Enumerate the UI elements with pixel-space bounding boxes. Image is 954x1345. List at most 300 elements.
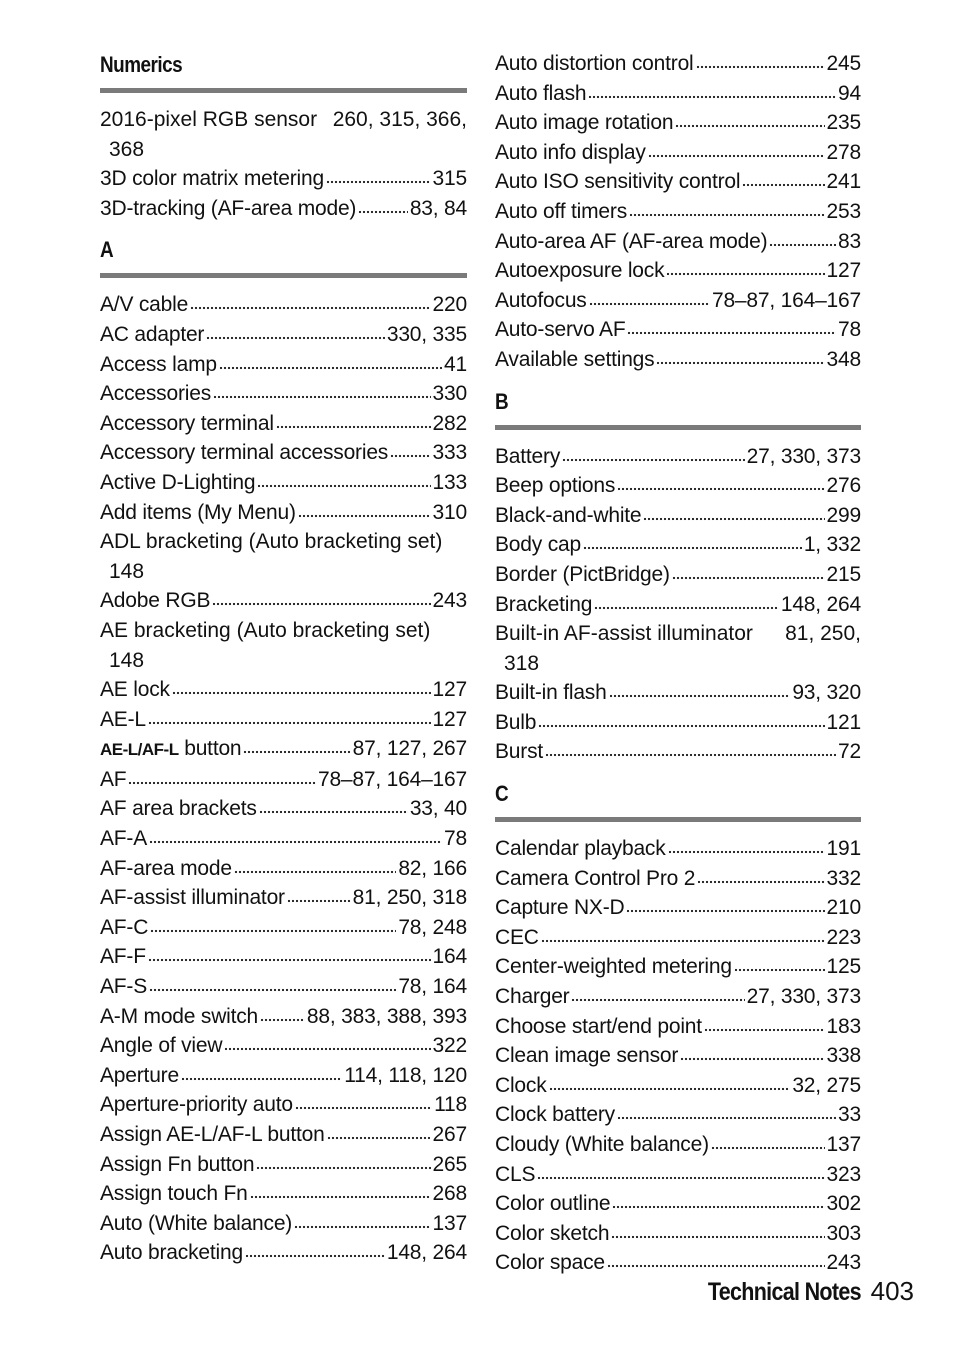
index-entry (495, 708, 861, 738)
index-entry (100, 164, 467, 194)
index-entry (100, 1238, 467, 1268)
index-term-text: 2016-pixel RGB sensor (100, 108, 318, 131)
index-term-text: Clock (495, 1073, 547, 1097)
index-term (100, 1209, 292, 1239)
index-term-text: AC adapter (100, 322, 205, 346)
index-pages: 78 (838, 318, 861, 342)
index-term-text: Charger (495, 985, 570, 1009)
index-term-text: AF-assist illuminator (100, 886, 285, 910)
dot-leader (128, 767, 316, 785)
index-term-text: Auto-area AF (AF-area mode) (495, 229, 768, 253)
index-entry (495, 1041, 861, 1071)
dot-leader (611, 1221, 824, 1239)
dot-leader (295, 1092, 432, 1110)
index-term (495, 1130, 709, 1160)
dot-leader (668, 836, 825, 854)
index-entry (100, 586, 467, 616)
dot-leader (609, 680, 791, 698)
index-pages: 253 (826, 199, 861, 223)
index-term-text: A/V cable (100, 293, 189, 317)
dot-leader (260, 1004, 305, 1022)
section-gap (495, 375, 861, 385)
index-term (495, 345, 654, 375)
index-term (495, 256, 664, 286)
index-pages: 118 (434, 1093, 467, 1117)
index-pages: 114, 118, 120 (344, 1063, 467, 1087)
index-term-text: Color sketch (495, 1221, 610, 1245)
dot-leader (549, 1073, 791, 1091)
index-entry (495, 737, 861, 767)
index-term-text: ADL bracketing (Auto bracketing set) (100, 530, 443, 554)
dot-leader (327, 1122, 431, 1140)
index-pages: 133 (432, 470, 467, 494)
index-term (100, 1179, 248, 1209)
index-pages: 1, 332 (803, 533, 861, 557)
index-pages: 87, 127, 267 (352, 737, 467, 761)
dot-leader (219, 352, 442, 370)
index-term (495, 286, 587, 316)
index-term-text: A-M mode switch (100, 1004, 259, 1028)
index-entry (495, 108, 861, 138)
index-pages: 338 (826, 1044, 861, 1068)
index-term-text: Auto off timers (495, 199, 628, 223)
index-pages: 348 (826, 347, 861, 371)
index-pages: 137 (432, 1211, 467, 1235)
index-entry (100, 1179, 467, 1209)
index-pages: 125 (826, 955, 861, 979)
index-term-text: Available settings (495, 347, 655, 371)
index-entry (100, 194, 467, 224)
index-entry (100, 527, 467, 586)
dot-leader (537, 1162, 824, 1180)
index-term (495, 560, 670, 590)
footer-section-title: Technical Notes (707, 1278, 861, 1306)
dot-leader (562, 444, 744, 462)
dot-leader (390, 440, 430, 458)
index-term-text: 3D-tracking (AF-area mode) (100, 196, 357, 220)
index-pages: 81, 250, 318 (352, 886, 467, 910)
index-pages: 83 (838, 229, 861, 253)
index-term-text: Calendar playback (495, 837, 666, 861)
index-pages: 322 (432, 1034, 467, 1058)
index-term-text: Beep options (495, 474, 616, 498)
index-entry (495, 315, 861, 345)
index-term-text: Built-in flash (495, 681, 607, 705)
section-heading-c: C (495, 781, 509, 807)
index-term-text: Angle of view (100, 1034, 223, 1058)
index-term (100, 1061, 179, 1091)
dot-leader (680, 1043, 824, 1061)
index-term (100, 290, 188, 320)
index-term-text: Accessory terminal accessories (100, 441, 389, 465)
index-term (100, 824, 147, 854)
dot-leader (206, 322, 385, 340)
index-pages: 210 (826, 896, 861, 920)
index-term (495, 138, 646, 168)
index-term (495, 619, 753, 649)
dot-leader (358, 196, 408, 214)
index-term (100, 1002, 258, 1032)
index-term (100, 705, 146, 735)
index-term-text: Burst (495, 740, 544, 764)
dot-leader (672, 562, 825, 580)
index-entry (495, 1219, 861, 1249)
index-term-text: Add items (My Menu) (100, 500, 296, 524)
index-term-text: Auto info display (495, 140, 646, 164)
index-pages: 148, 264 (780, 592, 861, 616)
dot-leader (617, 1102, 836, 1120)
index-pages: 215 (826, 562, 861, 586)
index-entry (100, 883, 467, 913)
index-term (100, 734, 241, 765)
index-term-text: Body cap (495, 533, 581, 557)
index-term (495, 315, 625, 345)
dot-leader (696, 51, 825, 69)
index-term (100, 468, 255, 498)
section-heading-a: A (100, 237, 114, 263)
index-entry (495, 1100, 861, 1130)
index-entry (100, 320, 467, 350)
index-entry (495, 49, 861, 79)
index-pages: 127 (432, 678, 467, 702)
index-entry (495, 952, 861, 982)
dot-leader (538, 710, 824, 728)
index-pages: 27, 330, 373 (746, 985, 861, 1009)
index-term (100, 1120, 325, 1150)
index-pages: 72 (838, 740, 861, 764)
index-term-text: AF-A (100, 827, 148, 851)
dot-leader (541, 925, 825, 943)
index-term (495, 1248, 605, 1278)
section-rule (100, 88, 467, 93)
index-entry (495, 619, 861, 678)
index-entry (100, 1090, 467, 1120)
dot-leader (626, 895, 824, 913)
index-entry (495, 138, 861, 168)
index-term (495, 952, 732, 982)
index-pages: 323 (826, 1162, 861, 1186)
index-term-text: Accessories (100, 382, 212, 406)
dot-leader (287, 885, 351, 903)
index-pages: 303 (826, 1221, 861, 1245)
dot-leader (734, 954, 825, 972)
index-entry (100, 824, 467, 854)
index-term-text: Capture NX-D (495, 896, 625, 920)
index-pages-continued: 318 (504, 651, 540, 675)
dot-leader (224, 1033, 430, 1051)
dot-leader (150, 915, 396, 933)
dot-leader (190, 292, 430, 310)
index-pages: 127 (432, 707, 467, 731)
index-entry-line (495, 619, 861, 649)
index-entry-line (100, 616, 467, 646)
index-entry (495, 471, 861, 501)
index-term-text: Clock battery (495, 1103, 615, 1127)
index-term (100, 675, 170, 705)
index-term (100, 438, 388, 468)
index-pages: 148, 264 (386, 1241, 467, 1265)
dot-leader (545, 739, 836, 757)
index-term (100, 527, 442, 557)
dot-leader (256, 1152, 430, 1170)
index-term-text: Auto flash (495, 81, 587, 105)
entries-c (495, 834, 861, 1278)
index-term-text: AF-C (100, 915, 149, 939)
index-term (100, 320, 204, 350)
index-term-text: Clean image sensor (495, 1044, 679, 1068)
index-term-text: Auto-servo AF (495, 318, 626, 342)
index-term-text: Bracketing (495, 592, 593, 616)
index-entry (100, 468, 467, 498)
index-entry (100, 1209, 467, 1239)
index-entry (100, 409, 467, 439)
index-term-text: CLS (495, 1162, 536, 1186)
index-pages: 276 (826, 474, 861, 498)
index-term-text: AE lock (100, 678, 170, 702)
index-term-text: Adobe RGB (100, 589, 211, 613)
index-pages: 83, 84 (409, 196, 467, 220)
index-term (495, 442, 560, 472)
index-entry (495, 79, 861, 109)
index-entry (100, 794, 467, 824)
dot-leader (257, 470, 430, 488)
index-term-text: AF-S (100, 975, 148, 999)
index-pages: 223 (826, 925, 861, 949)
index-term (495, 227, 767, 257)
index-entry (495, 678, 861, 708)
index-pages: 93, 320 (792, 681, 861, 705)
index-pages: 127 (826, 259, 861, 283)
index-term (100, 1090, 293, 1120)
index-term (495, 834, 666, 864)
index-entry (495, 197, 861, 227)
index-term (100, 794, 257, 824)
index-term (495, 49, 694, 79)
index-entry (100, 854, 467, 884)
index-entry (100, 972, 467, 1002)
index-term (495, 893, 624, 923)
dot-leader (594, 592, 779, 610)
dot-leader (571, 984, 744, 1002)
index-term (495, 1071, 547, 1101)
index-term (495, 708, 536, 738)
index-entry (495, 530, 861, 560)
index-pages-continued: 148 (109, 648, 145, 672)
dot-leader (627, 317, 836, 335)
dot-leader (245, 1240, 385, 1258)
entries-a-continued (495, 49, 861, 375)
right-column (495, 48, 861, 1278)
index-entry (100, 765, 467, 795)
index-entry (495, 227, 861, 257)
index-term-text: Assign Fn button (100, 1152, 255, 1176)
dot-leader (656, 347, 824, 365)
section-rule (100, 273, 467, 278)
page-footer (683, 1276, 914, 1307)
index-entry (100, 105, 467, 164)
index-term-text: Center-weighted metering (495, 955, 732, 979)
index-entry (100, 675, 467, 705)
dot-leader (276, 411, 431, 429)
index-term-text: Aperture (100, 1063, 179, 1087)
index-pages: 260, 315, 366, (332, 108, 467, 131)
index-pages: 330, 335 (386, 322, 467, 346)
index-term-text: Accessory terminal (100, 411, 274, 435)
index-entry (100, 616, 467, 675)
index-term-text: AF-F (100, 945, 146, 969)
dot-leader (675, 110, 824, 128)
index-term (495, 108, 673, 138)
index-term-keyword: AE-L/AF-L (100, 740, 179, 760)
index-term (100, 1238, 243, 1268)
index-entry (495, 1248, 861, 1278)
dot-leader (149, 974, 396, 992)
dot-leader (213, 381, 431, 399)
dot-leader (742, 169, 824, 187)
index-pages: 245 (826, 52, 861, 75)
index-term-text: Bulb (495, 710, 537, 734)
dot-leader (704, 1014, 825, 1032)
index-pages: 243 (826, 1251, 861, 1275)
dot-leader (172, 677, 431, 695)
index-term (100, 379, 211, 409)
dot-leader (294, 1211, 430, 1229)
dot-leader (588, 81, 836, 99)
section-gap (495, 767, 861, 777)
index-entry (100, 438, 467, 468)
index-term (100, 498, 296, 528)
dot-leader (769, 229, 836, 247)
index-entry (495, 501, 861, 531)
index-term (495, 982, 569, 1012)
index-term (100, 194, 356, 224)
index-entry (495, 560, 861, 590)
index-term (495, 1100, 615, 1130)
index-term (495, 923, 539, 953)
index-pages: 243 (432, 589, 467, 613)
index-entry (100, 913, 467, 943)
entries-a (100, 290, 467, 1268)
index-entry (495, 167, 861, 197)
index-term-text: Battery (495, 444, 561, 468)
index-pages: 330 (432, 382, 467, 406)
index-pages: 282 (432, 411, 467, 435)
index-entry (495, 1160, 861, 1190)
index-pages: 220 (432, 293, 467, 317)
index-term-text: Autofocus (495, 288, 587, 312)
index-term (495, 1189, 610, 1219)
index-entry (495, 286, 861, 316)
index-pages: 94 (838, 81, 861, 105)
index-term-text: Assign touch Fn (100, 1182, 248, 1206)
section-heading-numerics: Numerics (100, 52, 183, 77)
index-term (495, 737, 543, 767)
dot-leader (148, 707, 431, 725)
dot-leader (648, 140, 825, 158)
index-term-text: Color space (495, 1251, 605, 1275)
index-entry (100, 1120, 467, 1150)
index-term-text: Choose start/end point (495, 1014, 702, 1038)
section-heading-b: B (495, 388, 509, 414)
index-term (495, 864, 695, 894)
index-entry (495, 893, 861, 923)
index-term (100, 105, 317, 135)
index-term-text: Active D-Lighting (100, 470, 256, 494)
index-term (100, 972, 147, 1002)
dot-leader (181, 1063, 342, 1081)
index-entry (100, 942, 467, 972)
dot-leader (697, 866, 824, 884)
dot-leader (711, 1132, 825, 1150)
index-entry (495, 1189, 861, 1219)
index-term-text: CEC (495, 925, 539, 949)
dot-leader (666, 258, 824, 276)
index-entry-line (100, 105, 467, 135)
index-term (100, 883, 285, 913)
index-term (100, 765, 126, 795)
index-pages: 41 (444, 352, 467, 376)
index-entry (100, 1061, 467, 1091)
index-term (495, 530, 581, 560)
dot-leader (149, 826, 442, 844)
dot-leader (617, 473, 824, 491)
section-rule (495, 425, 861, 430)
index-term (100, 913, 148, 943)
index-term (495, 1012, 702, 1042)
index-term (495, 79, 586, 109)
index-pages: 265 (432, 1152, 467, 1176)
index-pages-continued: 368 (109, 137, 145, 161)
index-term-text: AF area brackets (100, 797, 257, 821)
index-pages: 183 (826, 1014, 861, 1038)
index-term-text: Assign AE-L/AF-L button (100, 1123, 325, 1146)
dot-leader (589, 288, 710, 306)
index-entry (495, 834, 861, 864)
dot-leader (243, 736, 350, 754)
index-pages: 121 (826, 710, 861, 734)
index-entry (100, 1002, 467, 1032)
dot-leader (583, 532, 802, 550)
dot-leader (250, 1181, 431, 1199)
index-pages: 78–87, 164–167 (317, 767, 467, 791)
index-term-text: button (178, 737, 242, 761)
index-term-text: Camera Control Pro 2 (495, 866, 696, 890)
dot-leader (629, 199, 825, 217)
index-term (495, 1041, 678, 1071)
index-pages: 310 (432, 500, 467, 524)
index-term-text: AE bracketing (Auto bracketing set) (100, 618, 431, 642)
entries-numerics (100, 105, 467, 223)
dot-leader (607, 1250, 825, 1268)
index-term-text: Auto (White balance) (100, 1211, 293, 1235)
index-term (495, 197, 627, 227)
index-term-text: 3D color matrix metering (100, 167, 324, 191)
index-pages: 78–87, 164–167 (711, 288, 861, 312)
index-pages-continued: 148 (109, 559, 145, 583)
index-pages: 164 (432, 945, 467, 969)
index-pages: 267 (432, 1123, 467, 1146)
dot-leader (212, 588, 430, 606)
index-term-text: Auto distortion control (495, 52, 694, 75)
index-pages: 27, 330, 373 (746, 444, 861, 468)
index-entry (495, 1012, 861, 1042)
dot-leader (298, 500, 431, 518)
index-entry (100, 734, 467, 765)
index-entry-line (100, 527, 467, 557)
index-pages: 315 (432, 167, 467, 191)
index-entry (495, 1071, 861, 1101)
dot-leader (148, 944, 431, 962)
